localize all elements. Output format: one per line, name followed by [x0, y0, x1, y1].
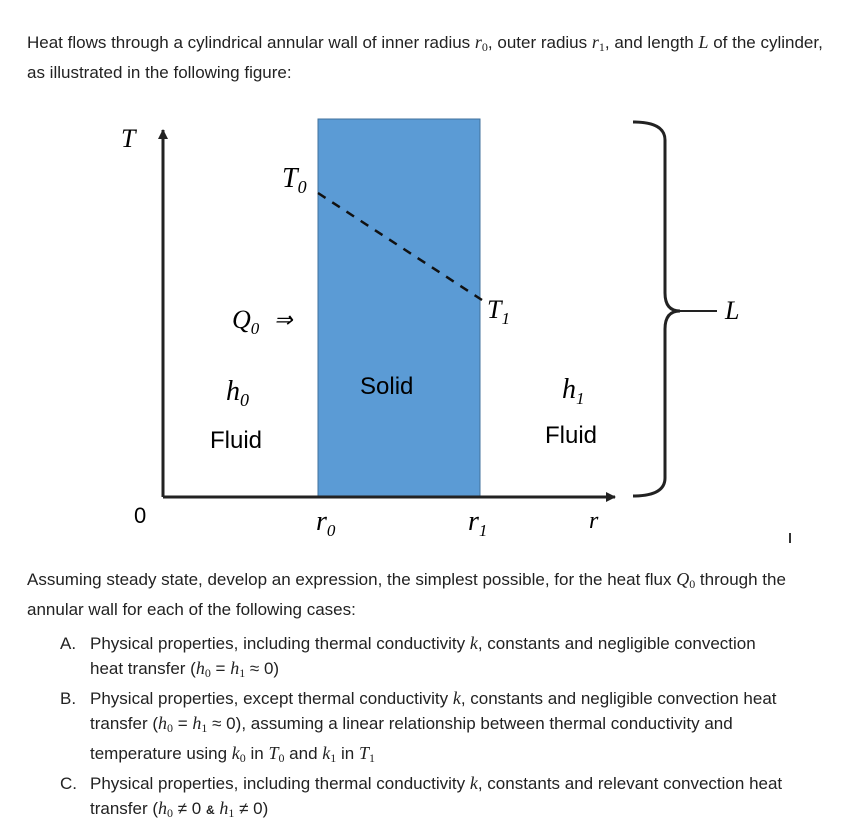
axis-zero-label: 0 — [134, 503, 147, 528]
equals-sign: = — [210, 659, 231, 678]
stray-mark — [789, 533, 791, 543]
case-a-text-2: , constants and negligible convection heat transfer ( — [90, 634, 756, 678]
T1-symbol: $T_1$ — [358, 743, 375, 765]
axis-T-label: T — [121, 124, 136, 153]
heat-flow-arrow: ⇒ — [274, 307, 293, 332]
equals-sign: = — [173, 714, 193, 733]
case-a-approx: ≈ 0) — [245, 659, 280, 678]
h1-symbol: $h_1$ — [192, 713, 208, 735]
r0-axis-label: $r_0$ — [316, 506, 336, 540]
intro-text-3: , and length — [604, 33, 699, 52]
intro-text-1: Heat flows through a cylindrical annular wall of inner radius — [27, 33, 475, 52]
h0-label: $h_0$ — [226, 376, 249, 410]
case-c-neq-2: ≠ 0) — [234, 799, 269, 818]
Q0-symbol: $Q_0$ — [676, 569, 696, 591]
solid-label: Solid — [360, 373, 414, 400]
fluid-left-label: Fluid — [210, 427, 263, 454]
case-b — [0, 686, 790, 771]
ampersand: & — [206, 803, 215, 817]
case-b-letter: B. — [60, 689, 77, 708]
k-symbol: k — [469, 633, 478, 653]
k-symbol: k — [452, 688, 461, 708]
axis-r-label: r — [589, 508, 599, 534]
L-symbol: L — [698, 32, 709, 52]
h1-symbol: $h_1$ — [219, 798, 235, 820]
h1-symbol: $h_1$ — [230, 658, 246, 680]
case-c-text-1: Physical properties, including thermal conductivity — [90, 774, 470, 793]
intro-text-4: of the cylinder, as illustrated in the following figure: — [27, 33, 823, 82]
case-c-text-2: , constants and relevant convection heat transfer ( — [90, 774, 783, 818]
T0-label: $T_0$ — [282, 163, 307, 197]
h0-symbol: $h_0$ — [158, 798, 174, 820]
case-a-text-1: Physical properties, including thermal conductivity — [90, 634, 470, 653]
Q0-label: $Q_0$ — [232, 305, 260, 338]
T0-symbol: $T_0$ — [268, 743, 285, 765]
length-bracket — [633, 122, 680, 496]
case-b-approx: ≈ 0) — [207, 714, 242, 733]
case-b-in-2: in — [336, 744, 359, 763]
intro-text-2: , outer radius — [487, 33, 592, 52]
case-b-text-1: Physical properties, except thermal conductivity — [90, 689, 453, 708]
case-b-text-2: , constants and negligible convection heat transfer ( — [90, 689, 777, 733]
h1-label: $h_1$ — [562, 374, 585, 408]
case-list — [0, 631, 790, 826]
case-a — [0, 631, 790, 686]
case-c-neq-1: ≠ 0 — [173, 799, 206, 818]
r0-symbol: $r_0$ — [474, 32, 488, 54]
length-L-label: L — [725, 296, 740, 325]
r1-symbol: $r_1$ — [591, 32, 605, 54]
case-c — [0, 771, 790, 826]
k0-symbol: $k_0$ — [231, 743, 246, 765]
h0-symbol: $h_0$ — [195, 658, 211, 680]
assume-text-2: through the annular wall for each of the following cases: — [27, 570, 786, 619]
case-b-text-3: , assuming a linear relationship between thermal conductivity and temperature using — [90, 714, 733, 763]
fluid-right-label: Fluid — [545, 422, 598, 449]
T1-label: $T_1$ — [487, 295, 510, 328]
case-b-in-1: in — [245, 744, 269, 763]
k-symbol: k — [469, 773, 478, 793]
k1-symbol: $k_1$ — [322, 743, 337, 765]
assume-text-1: Assuming steady state, develop an expression, the simplest possible, for the heat flux — [27, 570, 677, 589]
case-b-and: and — [284, 744, 323, 763]
case-c-letter: C. — [60, 774, 77, 793]
r1-axis-label: $r_1$ — [468, 506, 488, 540]
solid-wall — [318, 119, 480, 497]
h0-symbol: $h_0$ — [158, 713, 174, 735]
assumption-paragraph — [27, 567, 817, 622]
case-a-letter: A. — [60, 634, 77, 653]
